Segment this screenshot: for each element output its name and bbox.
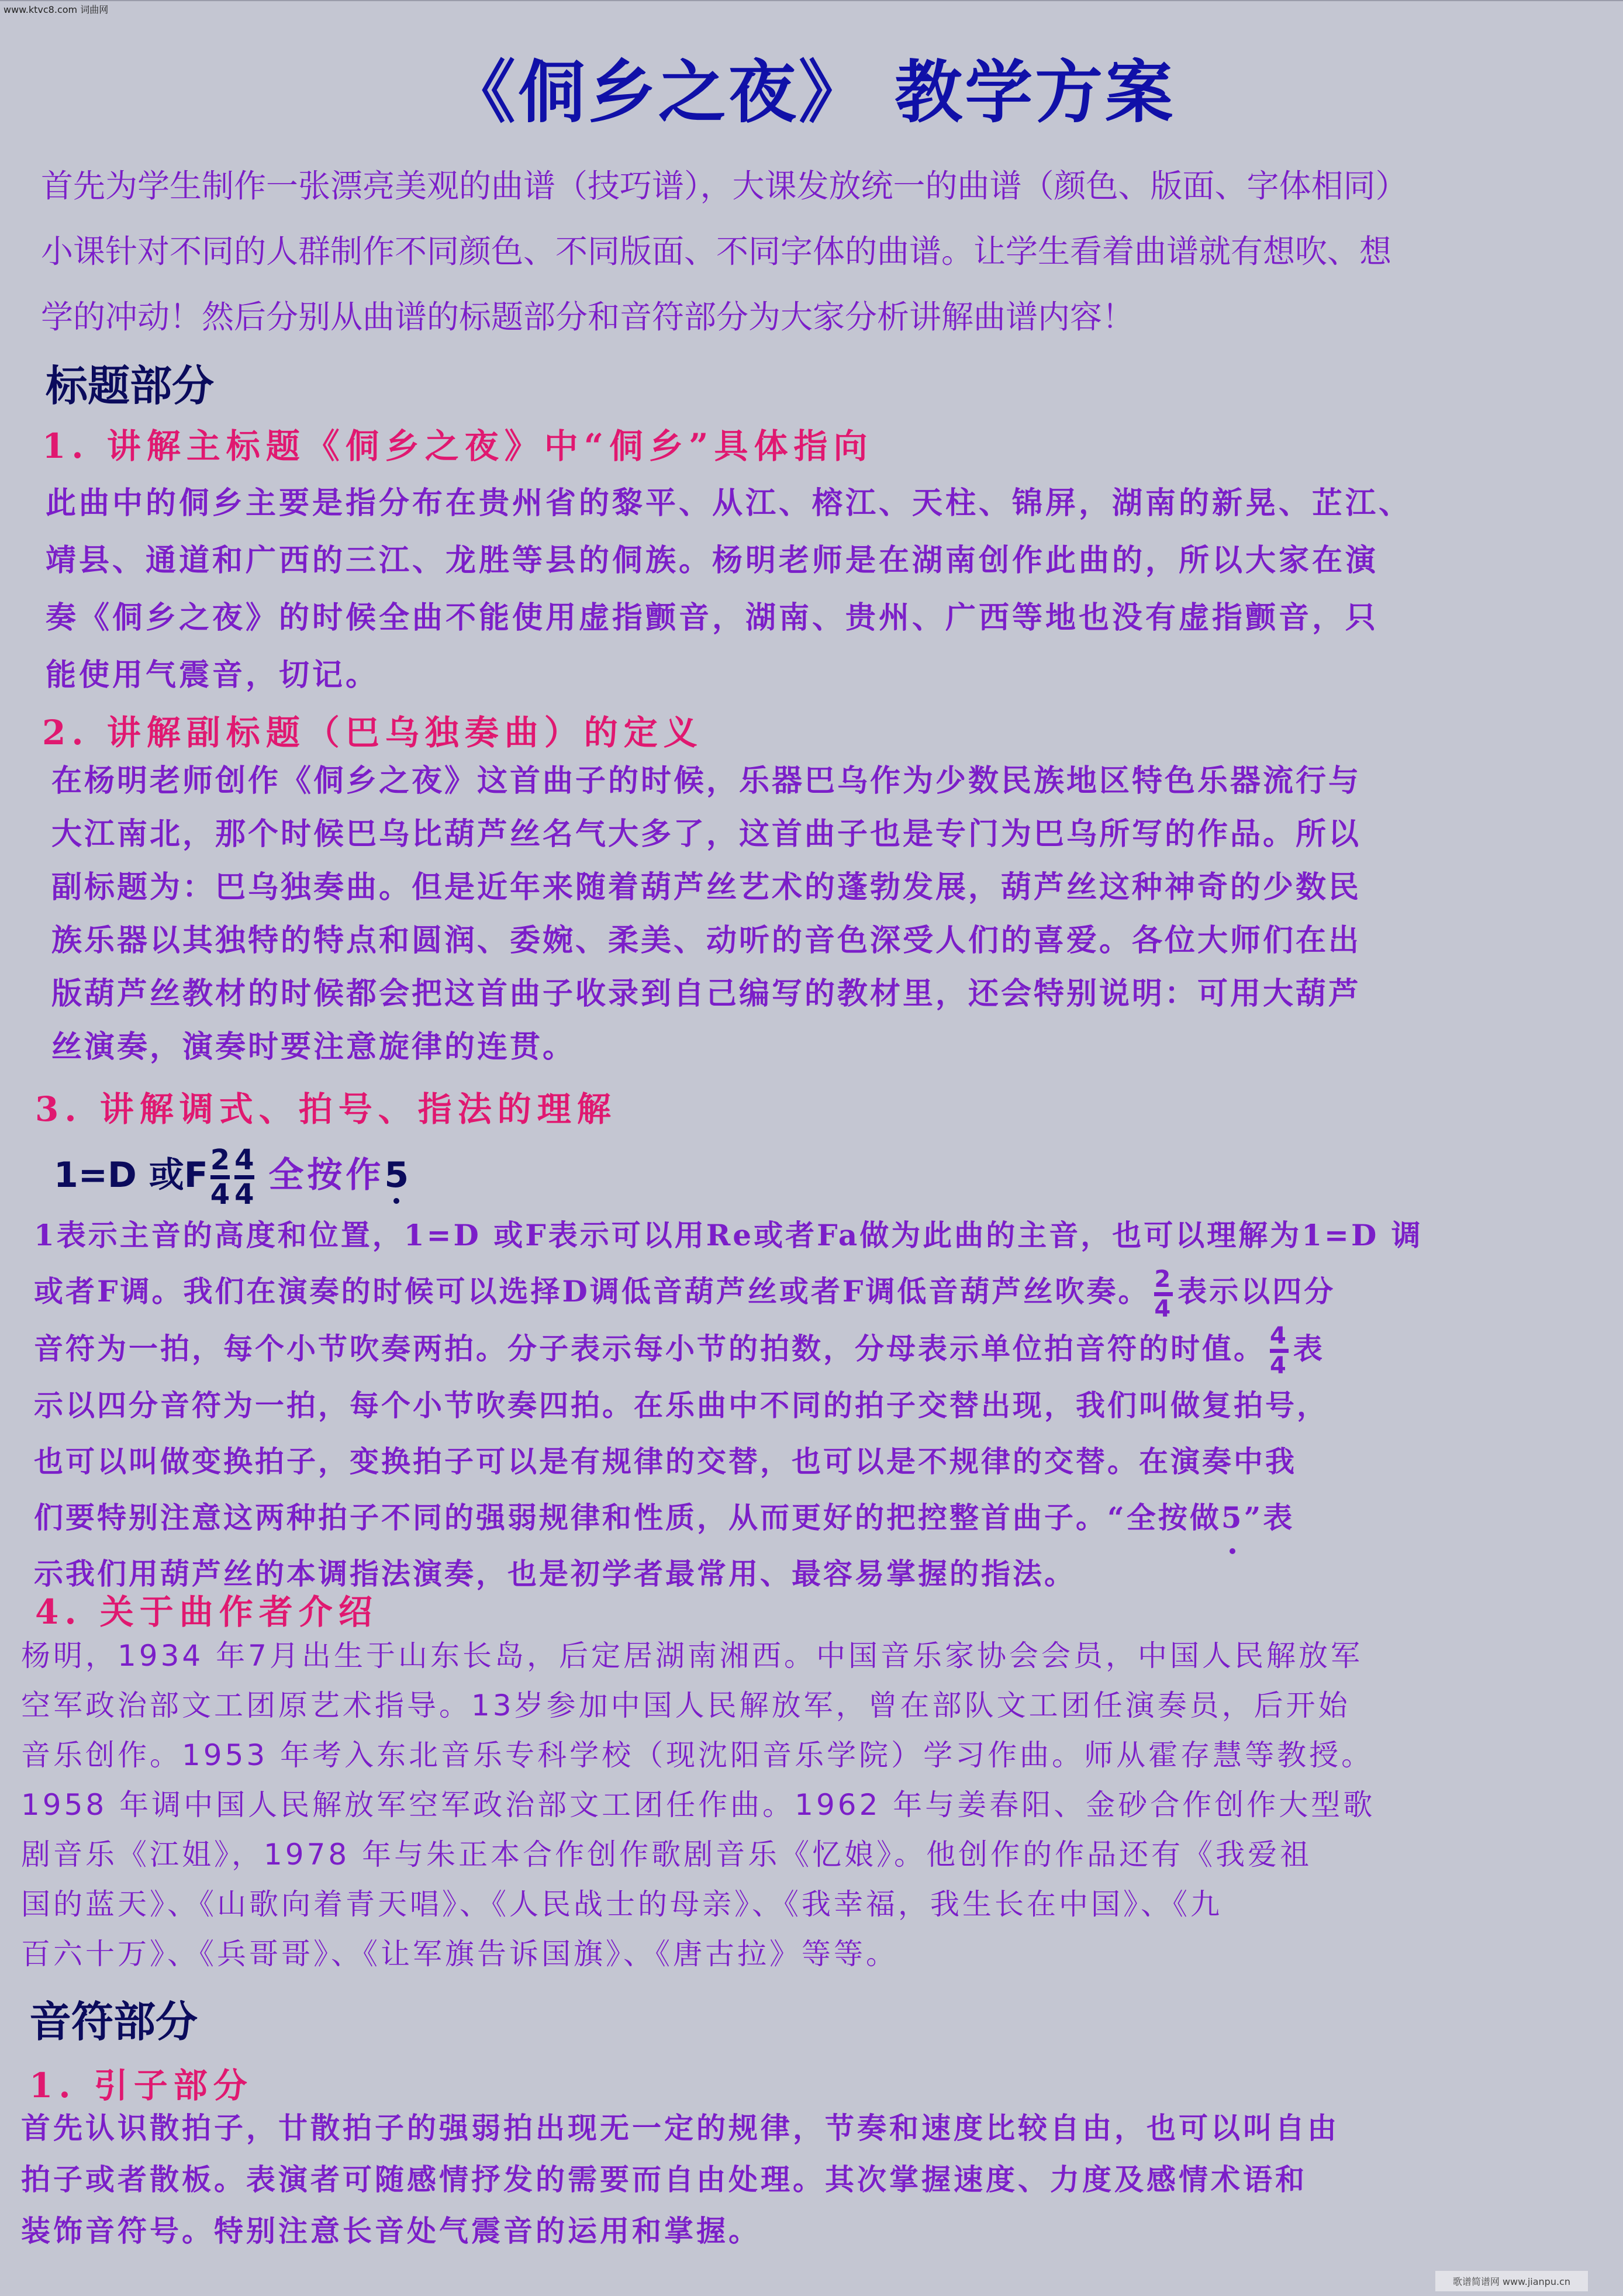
text-line: 杨明，1934 年7月出生于山东长岛，后定居湖南湘西。中国音乐家协会会员，中国人民解放军 xyxy=(21,1639,1363,1673)
text-line: 也可以叫做变换拍子，变换拍子可以是有规律的交替，也可以是不规律的交替。在演奏中我 xyxy=(34,1444,1297,1479)
text-line: 能使用气震音，切记。 xyxy=(46,657,379,693)
subheading-intro-part: 1. 引子部分 xyxy=(29,2066,253,2105)
paragraph-intro-part xyxy=(21,2102,1611,2257)
text-line: 版葫芦丝教材的时候都会把这首曲子收录到自己编写的教材里，还会特别说明：可用大葫芦 xyxy=(51,976,1362,1011)
page-title: 《侗乡之夜》 教学方案 xyxy=(447,53,1176,132)
subheading-key-meter: 3. 讲解调式、拍号、指法的理解 xyxy=(35,1089,617,1129)
text-line: 1表示主音的高度和位置，1=D 或F表示可以用Re或者Fa做为此曲的主音，也可以理解为1=D 调 xyxy=(34,1218,1423,1252)
time-signature-4-4: $\frac{4}{4}$ xyxy=(234,1144,254,1211)
bottom-watermark: 歌谱简谱网 www.jianpu.cn xyxy=(1435,2271,1588,2291)
intro-paragraph xyxy=(41,153,1608,350)
time-signature-2-4: $\frac{2}{4}$ xyxy=(210,1144,230,1211)
paragraph-composer xyxy=(21,1631,1611,1979)
section-heading-title-part: 标题部分 xyxy=(46,361,215,410)
key-suffix: 全按作 xyxy=(268,1155,385,1196)
text-line: 示以四分音符为一拍，每个小节吹奏四拍。在乐曲中不同的拍子交替出现，我们叫做复拍号， xyxy=(34,1388,1328,1423)
text-line: 剧音乐《江姐》，1978 年与朱正本合作创作歌剧音乐《忆娘》。他创作的作品还有《我爱祖 xyxy=(21,1838,1313,1872)
subheading-composer: 4. 关于曲作者介绍 xyxy=(35,1592,378,1632)
text-line: 空军政治部文工团原艺术指导。13岁参加中国人民解放军，曾在部队文工团任演奏员，后开始 xyxy=(21,1689,1351,1722)
low-note-5-inline: 5 xyxy=(1221,1490,1244,1546)
text-line: 拍子或者散板。表演者可随感情抒发的需要而自由处理。其次掌握速度、力度及感情术语和 xyxy=(21,2162,1307,2197)
section-heading-notes-part: 音符部分 xyxy=(29,1997,198,2046)
intro-line: 小课针对不同的人群制作不同颜色、不同版面、不同字体的曲谱。让学生看着曲谱就有想吹、想 xyxy=(41,233,1392,270)
intro-line: 学的冲动！然后分别从曲谱的标题部分和音符部分为大家分析讲解曲谱内容！ xyxy=(41,298,1135,336)
text-line: 装饰音符号。特别注意长音处气震音的运用和掌握。 xyxy=(21,2214,761,2248)
text-line: 此曲中的侗乡主要是指分布在贵州省的黎平、从江、榕江、天柱、锦屏，湖南的新晃、芷江、 xyxy=(46,485,1413,521)
subheading-main-title: 1. 讲解主标题《侗乡之夜》中“侗乡”具体指向 xyxy=(42,426,873,466)
time-signature-4-4-inline: $\frac{4}{4}$ xyxy=(1270,1323,1289,1379)
text-line: 们要特别注意这两种拍子不同的强弱规律和性质，从而更好的把控整首曲子。“全按做5”表 xyxy=(34,1490,1612,1546)
text-line: 首先认识散拍子，廿散拍子的强弱拍出现无一定的规律，节奏和速度比较自由，也可以叫自由 xyxy=(21,2111,1339,2145)
text-line: 靖县、通道和广西的三江、龙胜等县的侗族。杨明老师是在湖南创作此曲的，所以大家在演 xyxy=(46,543,1379,578)
low-note-5: 5 xyxy=(384,1155,409,1196)
text-line: 音符为一拍，每个小节吹奏两拍。分子表示每小节的拍数，分母表示单位拍音符的时值。 $\frac{4}{4}$ 表 xyxy=(34,1323,1325,1379)
text-line: 大江南北，那个时候巴乌比葫芦丝名气大多了，这首曲子也是专门为巴乌所写的作品。所以 xyxy=(51,816,1362,852)
text-line: 1958 年调中国人民解放军空军政治部文工团任作曲。1962 年与姜春阳、金砂合作创作大型歌 xyxy=(21,1788,1376,1822)
intro-line: 首先为学生制作一张漂亮美观的曲谱（技巧谱），大课发放统一的曲谱（颜色、版面、字体相同） xyxy=(41,167,1408,205)
text-line: 音乐创作。1953 年考入东北音乐专科学校（现沈阳音乐学院）学习作曲。师从霍存慧等教授。 xyxy=(21,1738,1374,1772)
text-line: 奏《侗乡之夜》的时候全曲不能使用虚指颤音，湖南、贵州、广西等地也没有虚指颤音，只 xyxy=(46,600,1379,636)
text-line: 或者F调。我们在演奏的时候可以选择D调低音葫芦丝或者F调低音葫芦丝吹奏。 $\frac{2}{4}$ 表示以四分 xyxy=(34,1265,1336,1323)
text-line: 示我们用葫芦丝的本调指法演奏，也是初学者最常用、最容易掌握的指法。 xyxy=(34,1556,1076,1591)
key-signature-line xyxy=(54,1146,409,1209)
top-watermark: www.ktvc8.com 词曲网 xyxy=(4,4,109,15)
text-line: 在杨明老师创作《侗乡之夜》这首曲子的时候，乐器巴乌作为少数民族地区特色乐器流行与 xyxy=(51,763,1362,799)
text-line: 国的蓝天》、《山歌向着青天唱》、《人民战士的母亲》、《我幸福，我生长在中国》、《九 xyxy=(21,1887,1223,1921)
text-line: 百六十万》、《兵哥哥》、《让军旗告诉国旗》、《唐古拉》等等。 xyxy=(21,1937,898,1971)
text-line: 族乐器以其独特的特点和圆润、委婉、柔美、动听的音色深受人们的喜爱。各位大师们在出 xyxy=(51,923,1362,958)
paragraph-main-title xyxy=(46,475,1612,704)
top-border xyxy=(0,0,1623,1)
subheading-subtitle: 2. 讲解副标题（巴乌独奏曲）的定义 xyxy=(42,713,703,752)
text-line: 副标题为：巴乌独奏曲。但是近年来随着葫芦丝艺术的蓬勃发展，葫芦丝这种神奇的少数民 xyxy=(51,869,1362,905)
text-line: 丝演奏，演奏时要注意旋律的连贯。 xyxy=(51,1029,576,1065)
paragraph-key-meter xyxy=(34,1207,1612,1602)
key-prefix: 1=D 或F xyxy=(54,1155,208,1196)
time-signature-2-4-inline: $\frac{2}{4}$ xyxy=(1154,1265,1173,1323)
paragraph-subtitle xyxy=(51,754,1612,1073)
